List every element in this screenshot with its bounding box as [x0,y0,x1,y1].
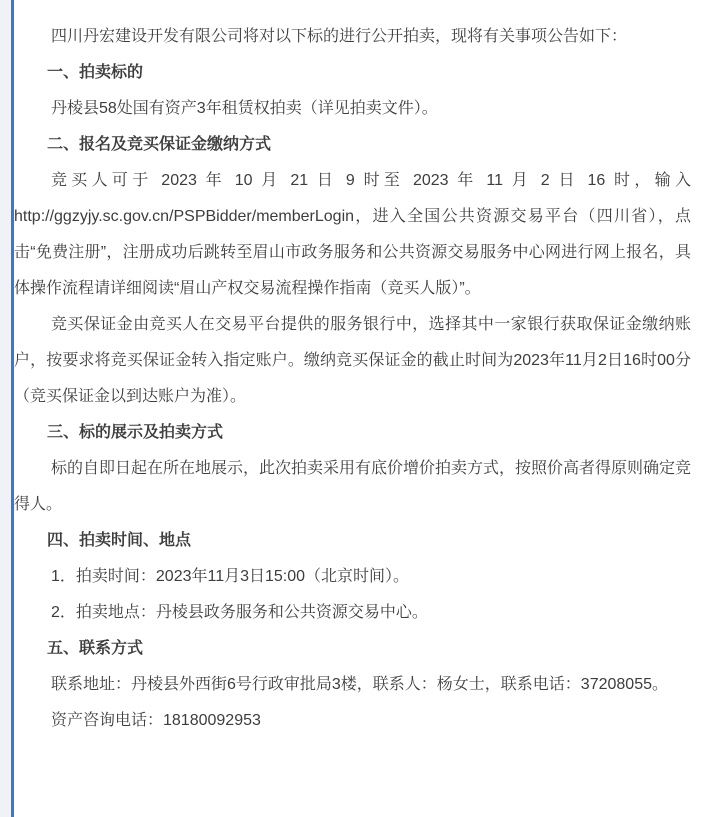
auction-subject-paragraph: 丹棱县58处国有资产3年租赁权拍卖（详见拍卖文件）。 [51,100,438,117]
auction-time-paragraph: 1．拍卖时间：2023年11月3日15:00（北京时间）。 [51,568,410,585]
deposit-paragraph: 竞买保证金由竞买人在交易平台提供的服务银行中，选择其中一家银行获取保证金缴纳账户，按要求将竞买保证金转入指定账户。缴纳竞买保证金的截止时间为2023年11月2日16时00分（竞买保证金以到达账户为准）。 [14,316,691,405]
heading-time-place: 四、拍卖时间、地点 [47,532,192,549]
registration-paragraph: 竞买人可于 2023 年 10 月 21 日 9 时至 2023 年 11 月 2 日 16 时，输入http://ggzyjy.sc.gov.cn/PSPBidder/memberLogin，进入全国公共资源交易平台（四川省），点击“免费注册”，注册成功后跳转至眉山市政务服务和公共资源交易服务中心网进行网上报名，具体操作流程请详细阅读“眉山产权交易流程操作指南（竞买人版）”。 [14,172,691,297]
intro-paragraph: 四川丹宏建设开发有限公司将对以下标的进行公开拍卖，现将有关事项公告如下： [51,28,628,45]
announcement-body [14,19,691,739]
heading-registration-deposit: 二、报名及竞买保证金缴纳方式 [47,136,272,153]
heading-auction-subject: 一、拍卖标的 [47,64,144,81]
asset-inquiry-paragraph: 资产咨询电话：18180092953 [51,712,261,729]
display-method-paragraph: 标的自即日起在所在地展示，此次拍卖采用有底价增价拍卖方式，按照价高者得原则确定竞得人。 [14,460,692,513]
left-margin-strip [0,0,11,817]
auction-place-paragraph: 2．拍卖地点：丹棱县政务服务和公共资源交易中心。 [51,604,428,621]
heading-display-method: 三、标的展示及拍卖方式 [47,424,224,441]
heading-contact: 五、联系方式 [47,640,144,657]
contact-paragraph: 联系地址：丹棱县外西街6号行政审批局3楼，联系人：杨女士，联系电话：37208055。 [51,676,668,693]
